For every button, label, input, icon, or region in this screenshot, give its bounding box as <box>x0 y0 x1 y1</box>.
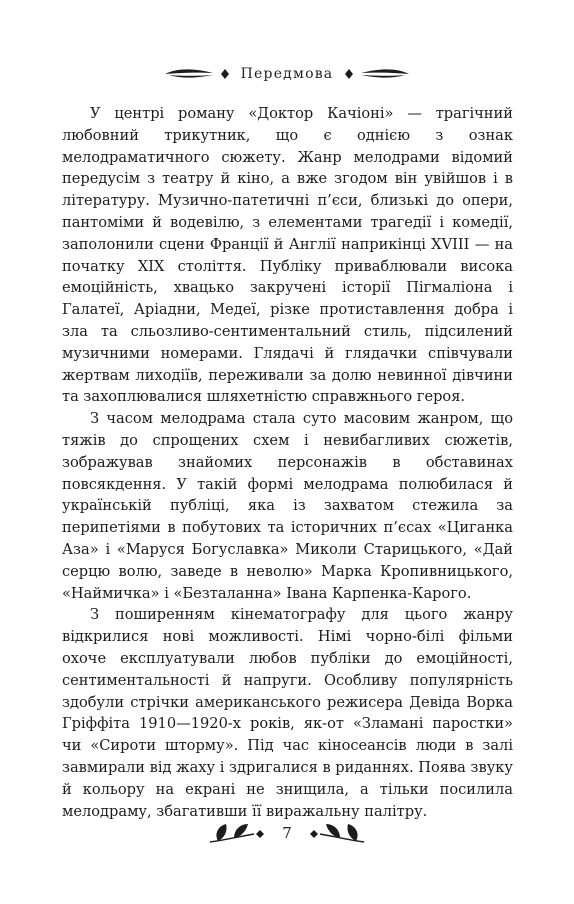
page-footer <box>0 818 574 848</box>
paragraph: З часом мелодрама стала суто масовим жанром, що тяжів до спрощених схем і невибагливих сюжетів, зображував знайомих персонажів в обставинах повсякдення. У такій формі мелодрама полюбилася й українській публіці, яка із захватом стежила за перипетіями в побутових та історичних п’єсах «Циганка Аза» і «Маруся Богуславка» Миколи Старицького, «Дай серцю волю, заведе в неволю» Марка Кропивницького, «Наймичка» і «Безталанна» Івана Карпенка-Карого. <box>62 410 513 602</box>
swash-diamond-ornament-left <box>163 67 233 81</box>
paragraph: У центрі роману «Доктор Качіоні» — трагічний любовний трикутник, що є однією з ознак мелодраматичного сюжету. Жанр мелодрами відомий передусім з театру й кіно, а вже згодом він увійшов і в літературу. Музично-патетичні п’єси, близькі до опери, пантоміми й водевілю, з елементами трагедії і комедії, заполонили сцени Франції й Англії наприкінці XVIII — на початку XIX століття. Публіку приваблювали висока емоційність, хвацько закручені історії Пігмаліона і Галатеї, Аріадни, Медеї, різке протиставлення добра і зла та сльозливо-сентиментальний стиль, підсилений музичними номерами. Глядачі й глядачки співчували жертвам лиходіїв, переживали за долю невинної дівчини та захоплювалися шляхетністю справжнього героя. <box>62 105 513 406</box>
swash-diamond-ornament-right <box>341 67 411 81</box>
paragraph: З поширенням кінематографу для цього жанру відкрилися нові можливості. Німі чорно-білі фільми охоче експлуатували любов публіки до емоційності, сентиментальності й напруги. Особливу популярність здобули стрічки американського режисера Девіда Ворка Гріффіта 1910—1920-х років, як-от «Зламані паростки» чи «Сироти шторму». Під час кіносеансів люди в залі завмирали від жаху і здригалися в риданнях. Поява звуку й кольору на екрані не знищила, а тільки посилила мелодраму, збагативши її виражальну палітру. <box>62 606 513 820</box>
running-header <box>0 60 574 88</box>
leaf-sprig-ornament-left <box>208 820 268 846</box>
leaf-sprig-ornament-right <box>306 820 366 846</box>
section-title: Передмова <box>240 66 334 82</box>
main-text <box>62 103 513 822</box>
page-number: 7 <box>282 824 292 842</box>
